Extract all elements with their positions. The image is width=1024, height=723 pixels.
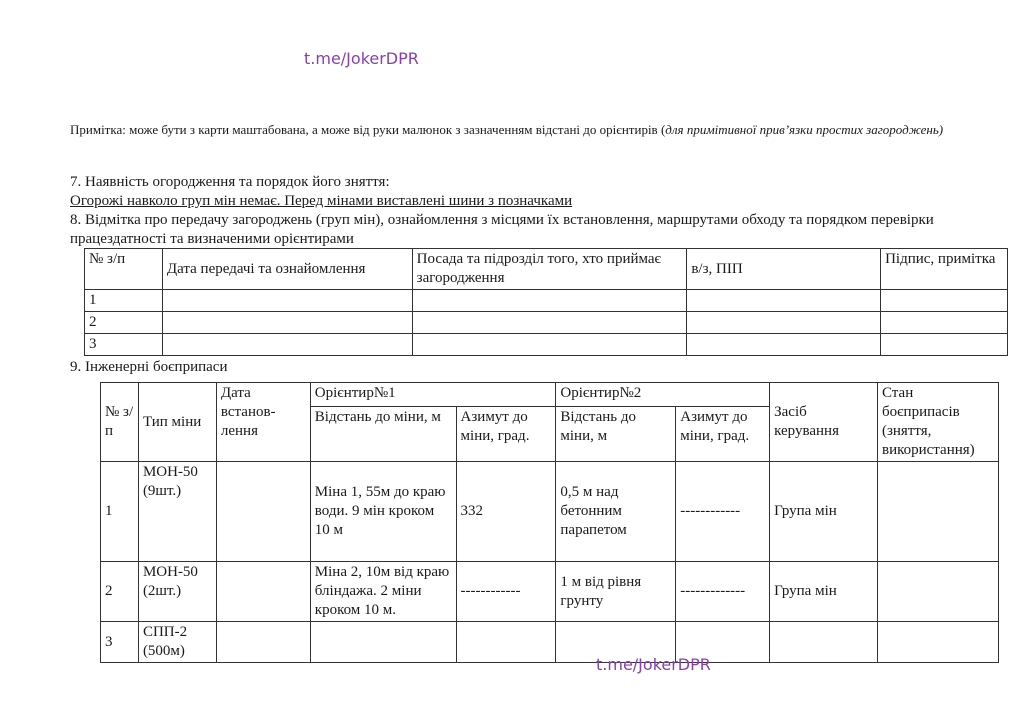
header-landmark2: Орієнтир№2 xyxy=(556,383,770,407)
watermark-bottom: t.me/JokerDPR xyxy=(596,655,711,674)
table-row xyxy=(101,622,999,663)
table-row xyxy=(101,562,999,622)
header-azimuth1: Азимут до міни, град. xyxy=(456,407,556,462)
munitions-table xyxy=(100,382,999,663)
section7-text: Огорожі навколо груп мін немає. Перед мінами виставлені шини з позначками xyxy=(70,193,573,209)
mine-type: СПП-2 (500м) xyxy=(138,622,216,663)
row-number: 3 xyxy=(101,622,139,663)
section7-title: 7. Наявність огородження та порядок його зняття: xyxy=(70,174,390,190)
distance2: 0,5 м над бетонним парапетом xyxy=(556,462,676,562)
transfer-header-position: Посада та підрозділ того, хто приймає загородження xyxy=(412,249,687,290)
distance1: Міна 2, 10м від краю бліндажа. 2 міни кроком 10 м. xyxy=(310,562,456,622)
transfer-header-row xyxy=(85,249,1008,290)
azimuth1 xyxy=(456,622,556,663)
distance2: 1 м від рівня грунту xyxy=(556,562,676,622)
note-italic: для примітивної прив’язки простих загороджень) xyxy=(665,122,944,137)
row-number: 1 xyxy=(85,290,163,312)
note-text: Примітка: може бути з карти маштабована, а може від руки малюнок з зазначенням відстані до орієнтирів ( xyxy=(70,122,666,137)
mine-type: МОН-50 (9шт.) xyxy=(138,462,216,562)
table-row xyxy=(85,334,1008,356)
header-type: Тип міни xyxy=(138,383,216,462)
header-distance1: Відстань до міни, м xyxy=(310,407,456,462)
header-date: Дата встанов-лення xyxy=(216,383,310,462)
row-number: 2 xyxy=(101,562,139,622)
munitions-header-row xyxy=(101,383,999,407)
control-means: Група мін xyxy=(770,462,878,562)
header-distance2: Відстань до міни, м xyxy=(556,407,676,462)
watermark-top: t.me/JokerDPR xyxy=(304,49,419,68)
header-num: № з/п xyxy=(101,383,139,462)
map-note xyxy=(70,121,950,138)
table-row xyxy=(85,312,1008,334)
transfer-header-num: № з/п xyxy=(85,249,163,290)
row-number: 2 xyxy=(85,312,163,334)
section9-title: 9. Інженерні боєприпаси xyxy=(70,359,228,375)
distance1 xyxy=(310,622,456,663)
header-azimuth2: Азимут до міни, град. xyxy=(676,407,770,462)
transfer-header-rank: в/з, ПІП xyxy=(687,249,881,290)
azimuth2: ------------ xyxy=(676,462,770,562)
azimuth2: ------------- xyxy=(676,562,770,622)
table-row xyxy=(101,462,999,562)
transfer-header-signature: Підпис, примітка xyxy=(881,249,1008,290)
control-means xyxy=(770,622,878,663)
mine-type: МОН-50 (2шт.) xyxy=(138,562,216,622)
row-number: 3 xyxy=(85,334,163,356)
header-landmark1: Орієнтир№1 xyxy=(310,383,556,407)
header-control: Засіб керування xyxy=(770,383,878,462)
control-means: Група мін xyxy=(770,562,878,622)
row-number: 1 xyxy=(101,462,139,562)
azimuth1: 332 xyxy=(456,462,556,562)
header-state: Стан боєприпасів (зняття, використання) xyxy=(877,383,998,462)
azimuth1: ------------ xyxy=(456,562,556,622)
transfer-table xyxy=(84,248,1008,356)
transfer-header-date: Дата передачі та ознайомлення xyxy=(162,249,412,290)
section8-title: 8. Відмітка про передачу загороджень (груп мін), ознайомлення з місцями їх встановлення, маршрутами обходу та порядком перевірки працездатності та визначеними орієнтирами xyxy=(70,212,934,247)
table-row xyxy=(85,290,1008,312)
distance1: Міна 1, 55м до краю води. 9 мін кроком 10 м xyxy=(310,462,456,562)
